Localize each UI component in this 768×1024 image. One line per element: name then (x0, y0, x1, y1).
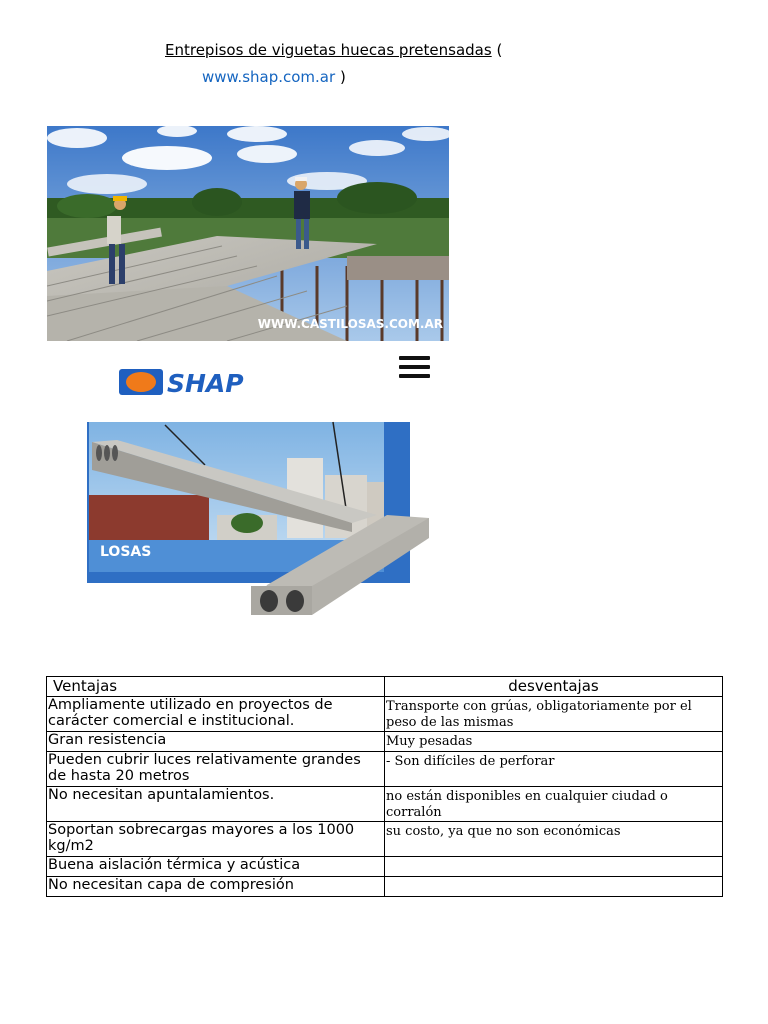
table-row (47, 822, 723, 857)
construction-photo-graphic (47, 126, 449, 341)
heading-open-paren: ( (491, 41, 503, 59)
losas-banner (47, 420, 449, 634)
disadvantage-cell (385, 857, 723, 877)
table-row (47, 697, 723, 732)
photo-watermark: WWW.CASTILOSAS.COM.AR (257, 317, 443, 331)
table-row (47, 877, 723, 897)
heading-close-paren: ) (335, 68, 346, 86)
table-row (47, 752, 723, 787)
advantage-cell: Soportan sobrecargas mayores a los 1000 kg/m2 (47, 822, 385, 857)
table-row (47, 857, 723, 877)
header-ventajas: Ventajas (47, 677, 385, 697)
losas-banner-graphic (47, 420, 449, 634)
disadvantage-cell: - Son difíciles de perforar (385, 752, 723, 787)
advantage-cell: No necesitan capa de compresión (47, 877, 385, 897)
advantages-disadvantages-table (46, 676, 723, 897)
disadvantage-cell: Transporte con grúas, obligatoriamente por el peso de las mismas (385, 697, 723, 732)
shap-logo-text: SHAP (167, 369, 244, 398)
hamburger-menu-icon[interactable] (399, 356, 430, 378)
advantage-cell: Pueden cubrir luces relativamente grandes de hasta 20 metros (47, 752, 385, 787)
losas-label: LOSAS (100, 544, 152, 560)
heading-title: Entrepisos de viguetas huecas pretensadas (165, 41, 492, 59)
shap-site-header (47, 341, 449, 421)
construction-photo (47, 126, 449, 341)
advantage-cell: Gran resistencia (47, 732, 385, 752)
shap-website-link[interactable]: www.shap.com.ar (202, 68, 336, 86)
table-header-row (47, 677, 723, 697)
disadvantage-cell: Muy pesadas (385, 732, 723, 752)
shap-logo-sun (126, 372, 156, 392)
header-desventajas: desventajas (385, 677, 723, 697)
disadvantage-cell (385, 877, 723, 897)
document-heading (165, 40, 502, 60)
disadvantage-cell: no están disponibles en cualquier ciudad o corralón (385, 787, 723, 822)
disadvantage-cell: su costo, ya que no son económicas (385, 822, 723, 857)
table-row (47, 787, 723, 822)
advantage-cell: Ampliamente utilizado en proyectos de carácter comercial e institucional. (47, 697, 385, 732)
advantage-cell: Buena aislación térmica y acústica (47, 857, 385, 877)
shap-header-graphic (47, 341, 449, 420)
table-row (47, 732, 723, 752)
advantage-cell: No necesitan apuntalamientos. (47, 787, 385, 822)
heading-link-line (202, 67, 346, 87)
